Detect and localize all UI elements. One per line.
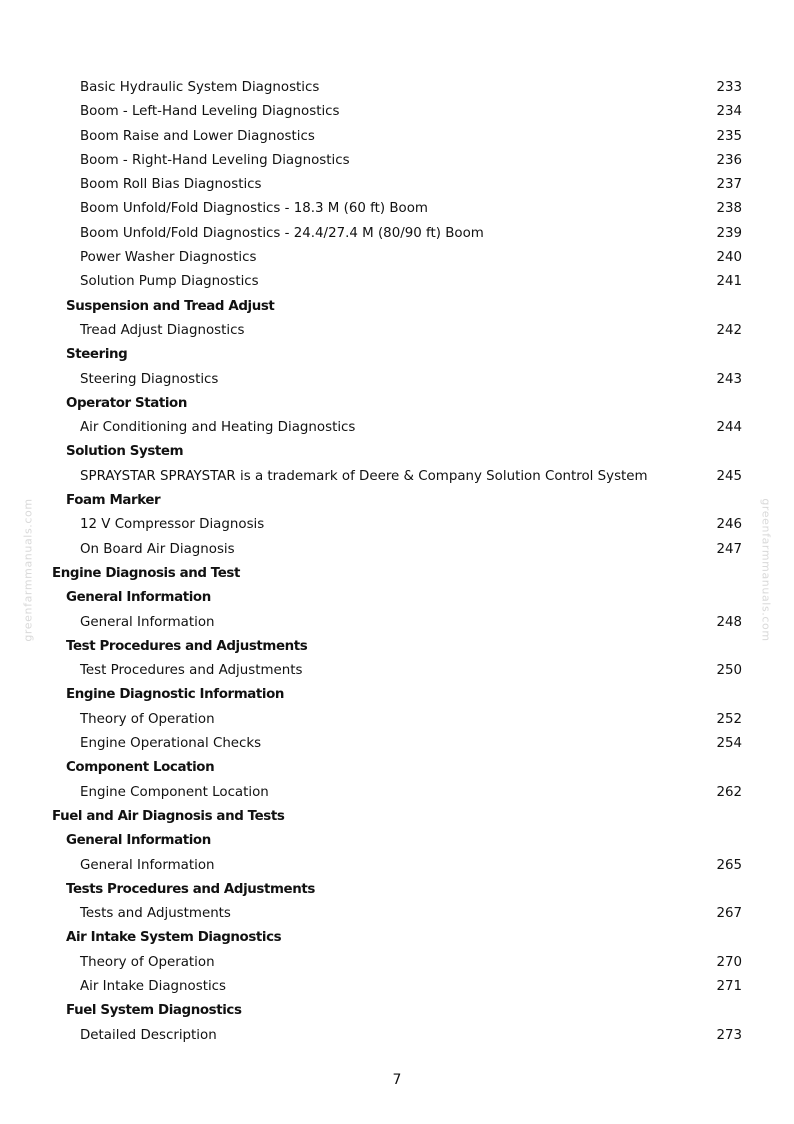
toc-entry-page: 246 — [716, 517, 742, 533]
toc-heading — [0, 562, 794, 586]
toc-entry-title: Engine Diagnosis and Test — [52, 565, 241, 581]
toc-entry[interactable] — [0, 659, 794, 683]
toc-entry-title: Tests Procedures and Adjustments — [66, 881, 315, 897]
toc-entry-page: 241 — [716, 274, 742, 290]
toc-entry-title: On Board Air Diagnosis — [80, 541, 235, 557]
toc-entry[interactable] — [0, 465, 794, 489]
toc-subheading — [0, 440, 794, 464]
toc-subheading — [0, 829, 794, 853]
toc-entry[interactable] — [0, 173, 794, 197]
toc-entry[interactable] — [0, 319, 794, 343]
toc-entry-page: 252 — [716, 711, 742, 727]
toc-entry-title: Solution Pump Diagnostics — [80, 274, 259, 290]
toc-subheading — [0, 586, 794, 610]
toc-entry-page: 247 — [716, 541, 742, 557]
toc-entry-title: Engine Operational Checks — [80, 736, 262, 752]
toc-entry-page: 244 — [716, 420, 742, 436]
watermark-left: greenfarmmanuals.com — [21, 498, 35, 642]
watermark-right: greenfarmmanuals.com — [759, 498, 773, 642]
toc-entry-title: Theory of Operation — [80, 954, 215, 970]
toc-entry-title: Operator Station — [66, 395, 187, 411]
toc-entry-title: General Information — [80, 857, 215, 873]
toc-entry-title: Steering Diagnostics — [80, 371, 219, 387]
toc-entry-page: 233 — [716, 80, 742, 95]
toc-entry[interactable] — [0, 368, 794, 392]
toc-entry-title: Engine Diagnostic Information — [66, 687, 285, 703]
toc-subheading — [0, 756, 794, 780]
toc-entry-title: Detailed Description — [80, 1027, 217, 1043]
toc-entry-page: 239 — [716, 225, 742, 241]
toc-entry-title: Boom Raise and Lower Diagnostics — [80, 128, 315, 144]
toc-entry-title: Steering — [66, 347, 128, 363]
toc-entry[interactable] — [0, 416, 794, 440]
toc-entry-title: General Information — [66, 590, 211, 606]
toc-entry-title: Foam Marker — [66, 493, 161, 509]
toc-entry-title: Test Procedures and Adjustments — [80, 663, 303, 679]
toc-entry[interactable] — [0, 513, 794, 537]
toc-entry-title: General Information — [66, 833, 211, 849]
toc-entry-title: Boom Unfold/Fold Diagnostics - 18.3 M (60 ft) Boom — [80, 201, 428, 217]
toc-entry-title: Boom Unfold/Fold Diagnostics - 24.4/27.4 M (80/90 ft) Boom — [80, 225, 484, 241]
toc-entry-title: Test Procedures and Adjustments — [66, 638, 308, 654]
toc-entry[interactable] — [0, 222, 794, 246]
toc-entry[interactable] — [0, 732, 794, 756]
toc-entry-page: 248 — [716, 614, 742, 630]
toc-subheading — [0, 635, 794, 659]
toc-entry-title: Boom - Left-Hand Leveling Diagnostics — [80, 104, 340, 120]
toc-entry-page: 240 — [716, 250, 742, 266]
toc-subheading — [0, 878, 794, 902]
toc-entry-page: 236 — [716, 152, 742, 168]
toc-entry[interactable] — [0, 246, 794, 270]
toc-entry-title: Component Location — [66, 760, 215, 776]
toc-entry-title: Air Intake Diagnostics — [80, 978, 227, 994]
toc-entry-page: 267 — [716, 906, 742, 922]
toc-entry[interactable] — [0, 125, 794, 149]
toc-entry[interactable] — [0, 270, 794, 294]
toc-entry-page: 273 — [716, 1027, 742, 1043]
toc-entry-title: Engine Component Location — [80, 784, 269, 800]
toc-entry-title: Boom - Right-Hand Leveling Diagnostics — [80, 152, 350, 168]
toc-entry-title: Theory of Operation — [80, 711, 215, 727]
toc-entry-title: Tests and Adjustments — [80, 906, 231, 922]
toc-entry-page: 245 — [716, 468, 742, 484]
toc-entry-title: Tread Adjust Diagnostics — [80, 322, 245, 338]
toc-subheading — [0, 343, 794, 367]
toc-subheading — [0, 295, 794, 319]
toc-entry[interactable] — [0, 611, 794, 635]
toc-entry[interactable] — [0, 76, 794, 100]
toc-entry-page: 235 — [716, 128, 742, 144]
toc-entry[interactable] — [0, 197, 794, 221]
toc-entry-page: 270 — [716, 954, 742, 970]
toc-subheading — [0, 999, 794, 1023]
toc-entry-page: 271 — [716, 978, 742, 994]
toc-entry-page: 237 — [716, 177, 742, 193]
toc-entry-page: 242 — [716, 322, 742, 338]
toc-entry[interactable] — [0, 149, 794, 173]
toc-entry[interactable] — [0, 951, 794, 975]
toc-entry-page: 234 — [716, 104, 742, 120]
toc-entry-title: Fuel and Air Diagnosis and Tests — [52, 808, 285, 824]
toc-subheading — [0, 489, 794, 513]
toc-entry-title: Air Conditioning and Heating Diagnostics — [80, 420, 356, 436]
toc-entry[interactable] — [0, 100, 794, 124]
toc-subheading — [0, 683, 794, 707]
toc-entry-page: 250 — [716, 663, 742, 679]
table-of-contents — [0, 76, 794, 1048]
toc-entry-title: Boom Roll Bias Diagnostics — [80, 177, 262, 193]
toc-entry[interactable] — [0, 975, 794, 999]
toc-entry[interactable] — [0, 781, 794, 805]
toc-entry-page: 243 — [716, 371, 742, 387]
toc-entry-title: Basic Hydraulic System Diagnostics — [80, 80, 320, 95]
toc-entry-page: 262 — [716, 784, 742, 800]
toc-entry[interactable] — [0, 708, 794, 732]
toc-entry-page: 238 — [716, 201, 742, 217]
toc-entry-title: SPRAYSTAR SPRAYSTAR is a trademark of Deere & Company Solution Control System — [80, 468, 648, 484]
toc-entry-title: Fuel System Diagnostics — [66, 1003, 242, 1019]
page-number: 7 — [392, 1072, 402, 1088]
toc-heading — [0, 805, 794, 829]
toc-entry-title: 12 V Compressor Diagnosis — [80, 517, 265, 533]
toc-entry[interactable] — [0, 854, 794, 878]
toc-entry-page: 254 — [716, 736, 742, 752]
toc-entry-title: Air Intake System Diagnostics — [66, 930, 282, 946]
toc-entry[interactable] — [0, 1024, 794, 1048]
toc-entry-title: Solution System — [66, 444, 184, 460]
toc-entry[interactable] — [0, 538, 794, 562]
toc-entry-page: 265 — [716, 857, 742, 873]
toc-entry[interactable] — [0, 902, 794, 926]
toc-entry-title: General Information — [80, 614, 215, 630]
toc-entry-title: Suspension and Tread Adjust — [66, 298, 275, 314]
toc-entry-title: Power Washer Diagnostics — [80, 250, 257, 266]
toc-subheading — [0, 926, 794, 950]
toc-subheading — [0, 392, 794, 416]
